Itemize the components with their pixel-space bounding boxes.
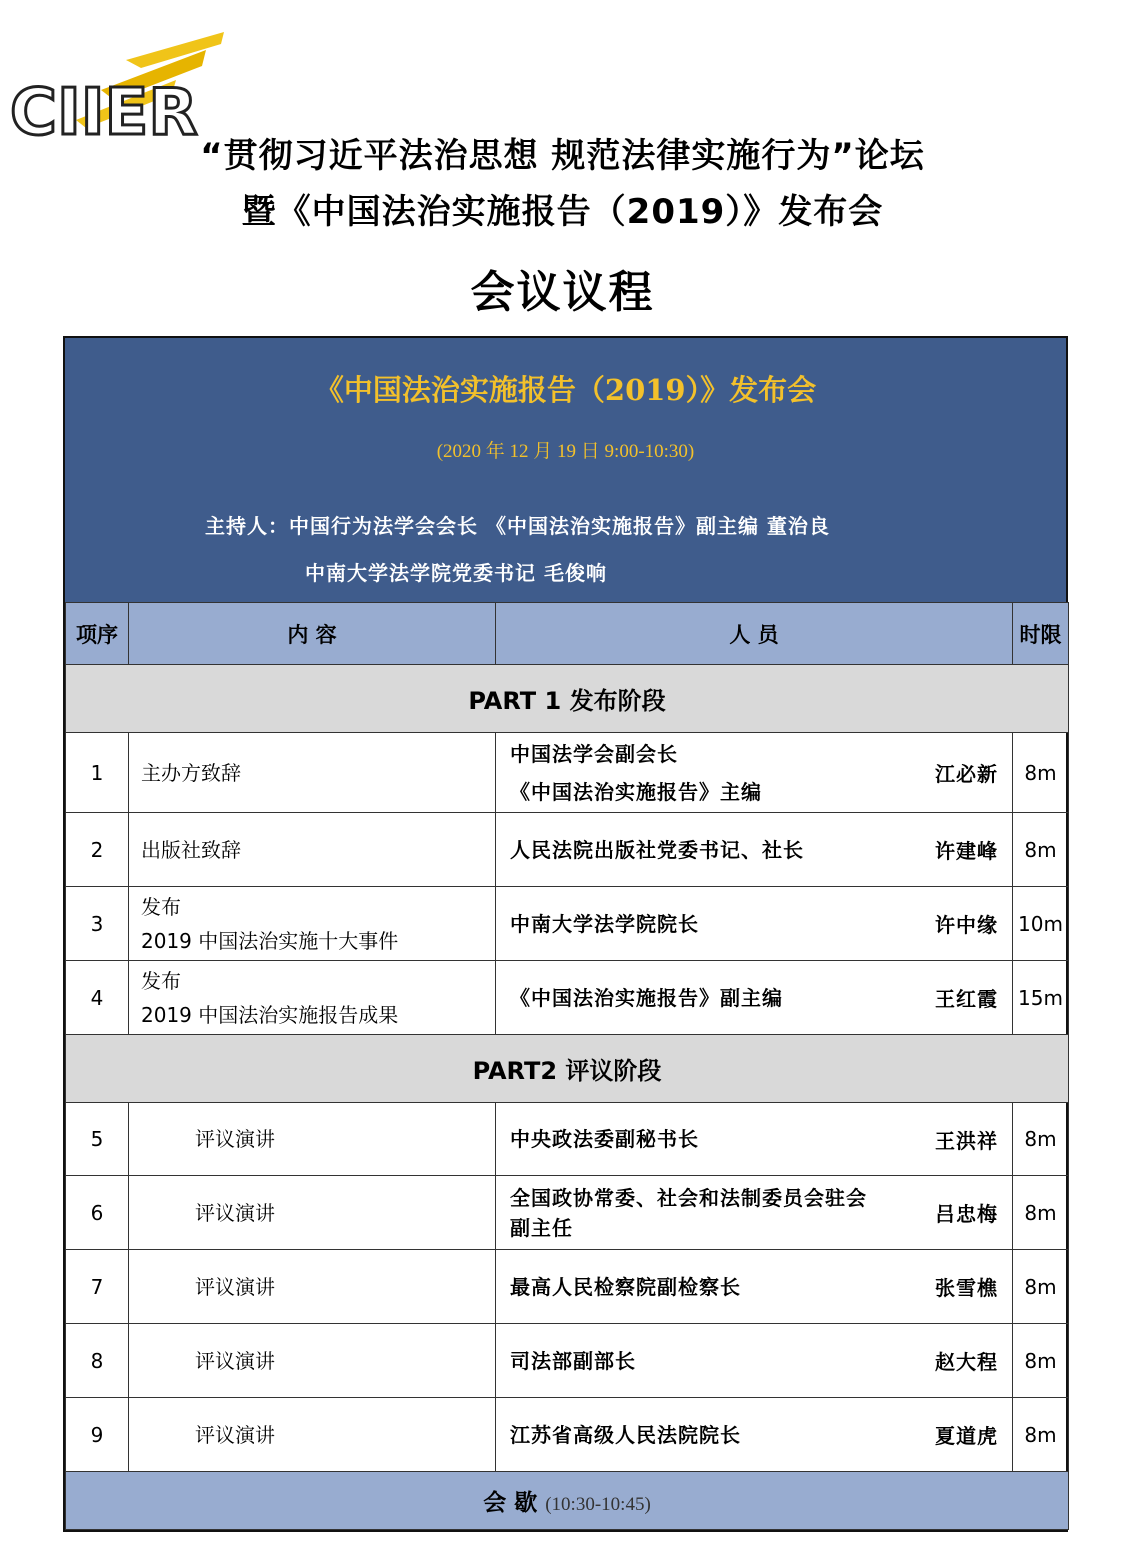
row-idx: 4 [66, 961, 129, 1035]
person-name: 吕忠梅 [935, 1202, 998, 1226]
row-idx: 2 [66, 813, 129, 887]
row-person [496, 1324, 1013, 1398]
header-person: 人 员 [496, 603, 1013, 665]
row-time: 8m [1013, 1324, 1069, 1398]
person-name: 许建峰 [935, 839, 998, 863]
content-line: 2019 中国法治实施报告成果 [141, 1002, 399, 1027]
row-person [496, 1176, 1013, 1250]
row-idx: 7 [66, 1250, 129, 1324]
header-content: 内 容 [129, 603, 496, 665]
part-1-label: PART 1 发布阶段 [66, 665, 1069, 733]
row-time: 8m [1013, 1176, 1069, 1250]
table-row [66, 1324, 1069, 1398]
row-content: 主办方致辞 [129, 733, 496, 813]
person-role: 中央政法委副秘书长 [510, 1127, 699, 1151]
person-role: 《中国法治实施报告》副主编 [510, 985, 783, 1010]
row-person [496, 1103, 1013, 1176]
break-row [66, 1472, 1069, 1530]
person-role: 最高人民检察院副检察长 [510, 1274, 741, 1299]
break-time: (10:30-10:45) [545, 1494, 651, 1515]
person-name: 王洪祥 [935, 1128, 998, 1153]
row-content: 评议演讲 [129, 1398, 496, 1472]
table-row [66, 961, 1069, 1035]
row-time: 8m [1013, 813, 1069, 887]
host-line-1: 主持人：中国行为法学会会长 《中国法治实施报告》副主编 董治良 [205, 514, 830, 538]
table-row [66, 887, 1069, 961]
person-role: 副主任 [510, 1215, 573, 1240]
person-role: 中南大学法学院院长 [510, 911, 699, 936]
table-header-row [66, 603, 1069, 665]
row-idx: 6 [66, 1176, 129, 1250]
row-content: 评议演讲 [129, 1324, 496, 1398]
row-time: 10m [1013, 887, 1069, 961]
content-line: 2019 中国法治实施十大事件 [141, 928, 399, 953]
row-time: 8m [1013, 1250, 1069, 1324]
person-name: 许中缘 [935, 913, 998, 937]
content-line: 发布 [141, 894, 181, 919]
row-person [496, 961, 1013, 1035]
person-role: 人民法院出版社党委书记、社长 [510, 837, 804, 862]
row-time: 8m [1013, 733, 1069, 813]
host-line-2: 中南大学法学院党委书记 毛俊响 [305, 561, 607, 585]
agenda-heading: 会议议程 [470, 267, 655, 318]
agenda-table [65, 602, 1069, 1530]
row-person [496, 1398, 1013, 1472]
table-row [66, 1176, 1069, 1250]
row-content: 出版社致辞 [129, 813, 496, 887]
table-row [66, 1398, 1069, 1472]
break-cell [66, 1472, 1069, 1530]
row-idx: 3 [66, 887, 129, 961]
banner-time: (2020 年 12 月 19 日 9:00-10:30) [436, 441, 695, 462]
row-idx: 5 [66, 1103, 129, 1176]
title-line-2: 暨《中国法治实施报告（2019）》发布会 [241, 192, 884, 232]
person-name: 赵大程 [935, 1350, 998, 1374]
part-2-row [66, 1035, 1069, 1103]
header-time: 时限 [1013, 603, 1069, 665]
row-content [129, 887, 496, 961]
row-time: 15m [1013, 961, 1069, 1035]
part-2-label: PART2 评议阶段 [66, 1035, 1069, 1103]
break-label: 会 歇 [483, 1490, 538, 1516]
table-row [66, 813, 1069, 887]
row-content: 评议演讲 [129, 1176, 496, 1250]
row-content [129, 961, 496, 1035]
person-name: 夏道虎 [935, 1424, 998, 1448]
part-1-row [66, 665, 1069, 733]
agenda-sheet [63, 336, 1068, 1532]
table-row [66, 733, 1069, 813]
event-banner [65, 338, 1066, 602]
row-person [496, 1250, 1013, 1324]
row-idx: 8 [66, 1324, 129, 1398]
table-row [66, 1103, 1069, 1176]
title-line-1: “贯彻习近平法治思想 规范法律实施行为”论坛 [200, 136, 925, 176]
row-person [496, 813, 1013, 887]
person-name: 张雪樵 [935, 1276, 998, 1300]
person-role: 江苏省高级人民法院院长 [510, 1422, 741, 1447]
row-time: 8m [1013, 1103, 1069, 1176]
person-name: 江必新 [935, 762, 998, 786]
person-role: 司法部副部长 [510, 1348, 636, 1373]
row-time: 8m [1013, 1398, 1069, 1472]
banner-title: 《中国法治实施报告（2019）》发布会 [314, 373, 817, 407]
row-idx: 1 [66, 733, 129, 813]
row-content: 评议演讲 [129, 1250, 496, 1324]
table-row [66, 1250, 1069, 1324]
row-idx: 9 [66, 1398, 129, 1472]
content-line: 发布 [141, 968, 181, 993]
person-role: 全国政协常委、社会和法制委员会驻会 [510, 1185, 867, 1210]
svg-text:CIIER: CIIER [10, 76, 198, 150]
row-person [496, 733, 1013, 813]
person-name: 王红霞 [935, 987, 998, 1011]
person-role: 中国法学会副会长 [510, 741, 678, 766]
row-content: 评议演讲 [129, 1103, 496, 1176]
document-titles [0, 128, 1125, 240]
header-idx: 项序 [66, 603, 129, 665]
row-person [496, 887, 1013, 961]
person-role: 《中国法治实施报告》主编 [510, 779, 762, 804]
